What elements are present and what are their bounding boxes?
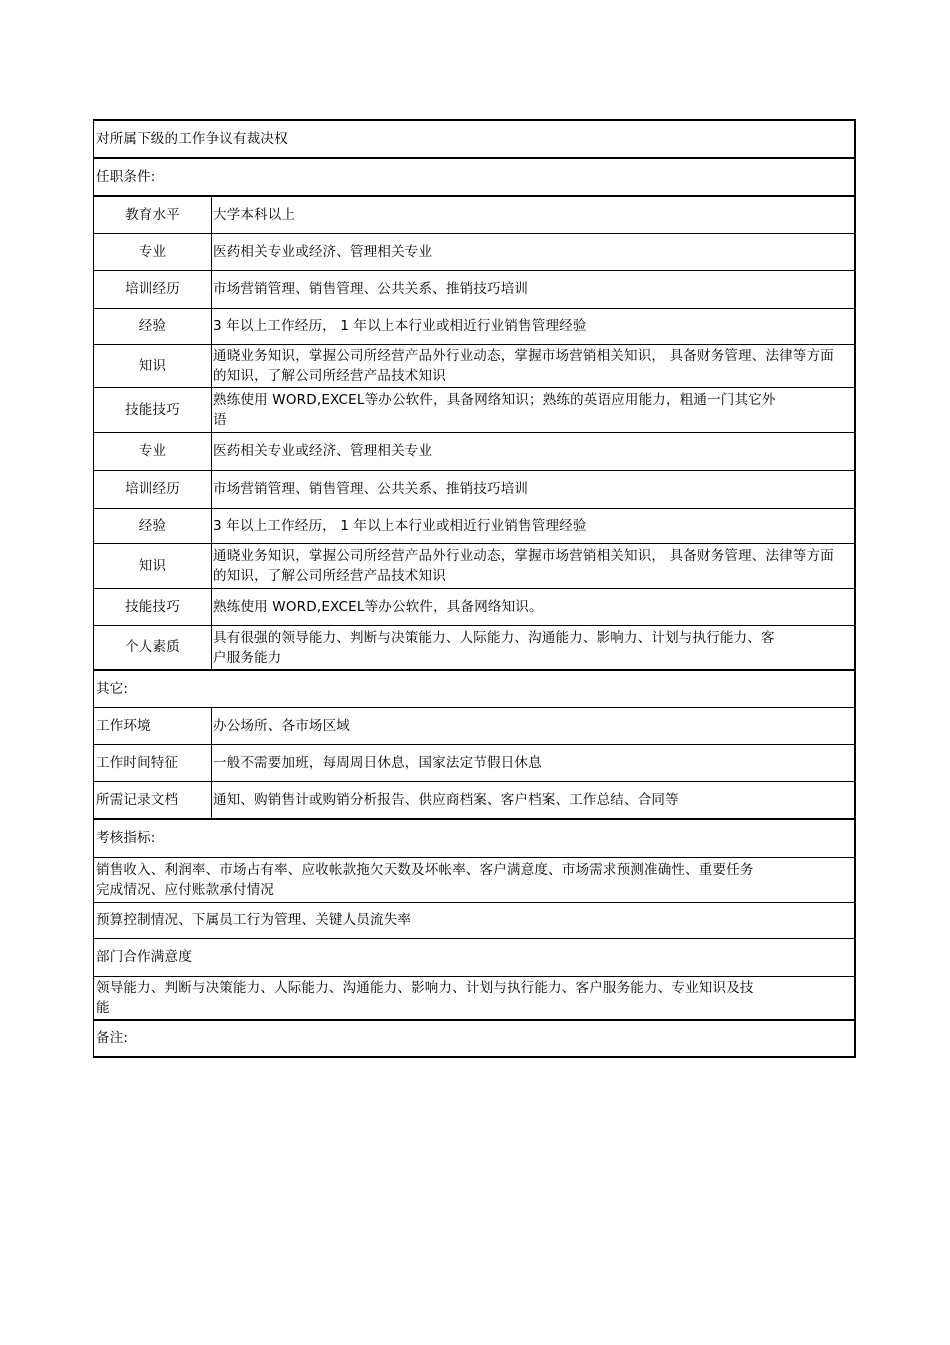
kpi-heading-row <box>94 820 854 858</box>
kpi-heading: 考核指标: <box>96 830 156 846</box>
other-heading-row <box>94 671 854 708</box>
requirement-value: 医药相关专业或经济、管理相关专业 <box>213 243 433 260</box>
requirement-label: 知识 <box>94 544 212 588</box>
requirement-row-experience <box>94 309 854 345</box>
requirement-label: 专业 <box>94 234 212 270</box>
requirement-value: 熟练使用 WORD,EXCEL等办公软件，具备网络知识；熟练的英语应用能力，粗通一门其它外语 <box>213 392 776 428</box>
requirement-value: 3 年以上工作经历， 1 年以上本行业或相近行业销售管理经验 <box>213 517 587 534</box>
requirement-row-major <box>94 234 854 271</box>
kpi-text: 预算控制情况、下属员工行为管理、关键人员流失率 <box>96 912 412 928</box>
requirement-row-education <box>94 197 854 234</box>
remarks-row <box>94 1021 854 1056</box>
requirement-row-personal-quality <box>94 626 854 671</box>
requirement-label: 培训经历 <box>94 271 212 308</box>
requirement-value: 医药相关专业或经济、管理相关专业 <box>213 443 433 459</box>
kpi-text: 领导能力、判断与决策能力、人际能力、沟通能力、影响力、计划与执行能力、客户服务能力、专业知识及技能 <box>96 980 754 1016</box>
requirements-heading-row <box>94 159 854 197</box>
requirement-value: 市场营销管理、销售管理、公共关系、推销技巧培训 <box>213 281 529 297</box>
requirement-value: 大学本科以上 <box>213 206 296 223</box>
kpi-row <box>94 858 854 903</box>
requirement-label: 经验 <box>94 309 212 344</box>
requirement-label: 经验 <box>94 509 212 543</box>
requirement-row-experience-2 <box>94 509 854 544</box>
kpi-row <box>94 939 854 977</box>
requirement-label: 专业 <box>94 433 212 470</box>
requirement-label: 技能技巧 <box>94 388 212 432</box>
other-value: 办公场所、各市场区域 <box>213 717 350 734</box>
remarks-heading: 备注: <box>96 1030 129 1046</box>
requirement-row-knowledge <box>94 345 854 388</box>
other-value: 通知、购销售计或购销分析报告、供应商档案、客户档案、工作总结、合同等 <box>213 791 679 808</box>
other-row-environment <box>94 708 854 745</box>
requirement-value: 市场营销管理、销售管理、公共关系、推销技巧培训 <box>213 481 529 497</box>
requirement-value: 熟练使用 WORD,EXCEL等办公软件，具备网络知识。 <box>213 598 543 615</box>
requirement-row-skills-2 <box>94 589 854 626</box>
requirements-heading: 任职条件: <box>96 168 156 185</box>
requirement-row-skills <box>94 388 854 433</box>
requirement-label: 教育水平 <box>94 197 212 233</box>
requirement-value: 通晓业务知识，掌握公司所经营产品外行业动态，掌握市场营销相关知识， 具备财务管理、法律等方面的知识，了解公司所经营产品技术知识 <box>213 348 834 384</box>
requirement-row-major-2 <box>94 433 854 471</box>
other-heading: 其它: <box>96 680 129 697</box>
job-description-table <box>93 119 856 1058</box>
authority-row <box>94 121 854 159</box>
kpi-row <box>94 977 854 1021</box>
kpi-text: 部门合作满意度 <box>96 949 192 965</box>
requirement-row-training <box>94 271 854 309</box>
other-label: 工作时间特征 <box>94 745 212 781</box>
requirement-row-knowledge-2 <box>94 544 854 589</box>
other-row-work-time <box>94 745 854 782</box>
requirement-label: 个人素质 <box>94 626 212 669</box>
other-label: 工作环境 <box>94 708 212 744</box>
requirement-value: 通晓业务知识，掌握公司所经营产品外行业动态，掌握市场营销相关知识， 具备财务管理、法律等方面的知识，了解公司所经营产品技术知识 <box>213 548 834 584</box>
authority-text: 对所属下级的工作争议有裁决权 <box>96 130 288 147</box>
requirement-value: 具有很强的领导能力、判断与决策能力、人际能力、沟通能力、影响力、计划与执行能力、客户服务能力 <box>213 629 775 666</box>
other-value: 一般不需要加班，每周周日休息，国家法定节假日休息 <box>213 754 542 771</box>
requirement-value: 3 年以上工作经历， 1 年以上本行业或相近行业销售管理经验 <box>213 318 587 334</box>
kpi-row <box>94 903 854 939</box>
other-row-documents <box>94 782 854 820</box>
other-label: 所需记录文档 <box>94 782 212 818</box>
requirement-label: 培训经历 <box>94 471 212 508</box>
requirement-label: 知识 <box>94 345 212 387</box>
requirement-label: 技能技巧 <box>94 589 212 625</box>
kpi-text: 销售收入、利润率、市场占有率、应收帐款拖欠天数及坏帐率、客户满意度、市场需求预测准确性、重要任务完成情况、应付账款承付情况 <box>96 862 754 898</box>
requirement-row-training-2 <box>94 471 854 509</box>
